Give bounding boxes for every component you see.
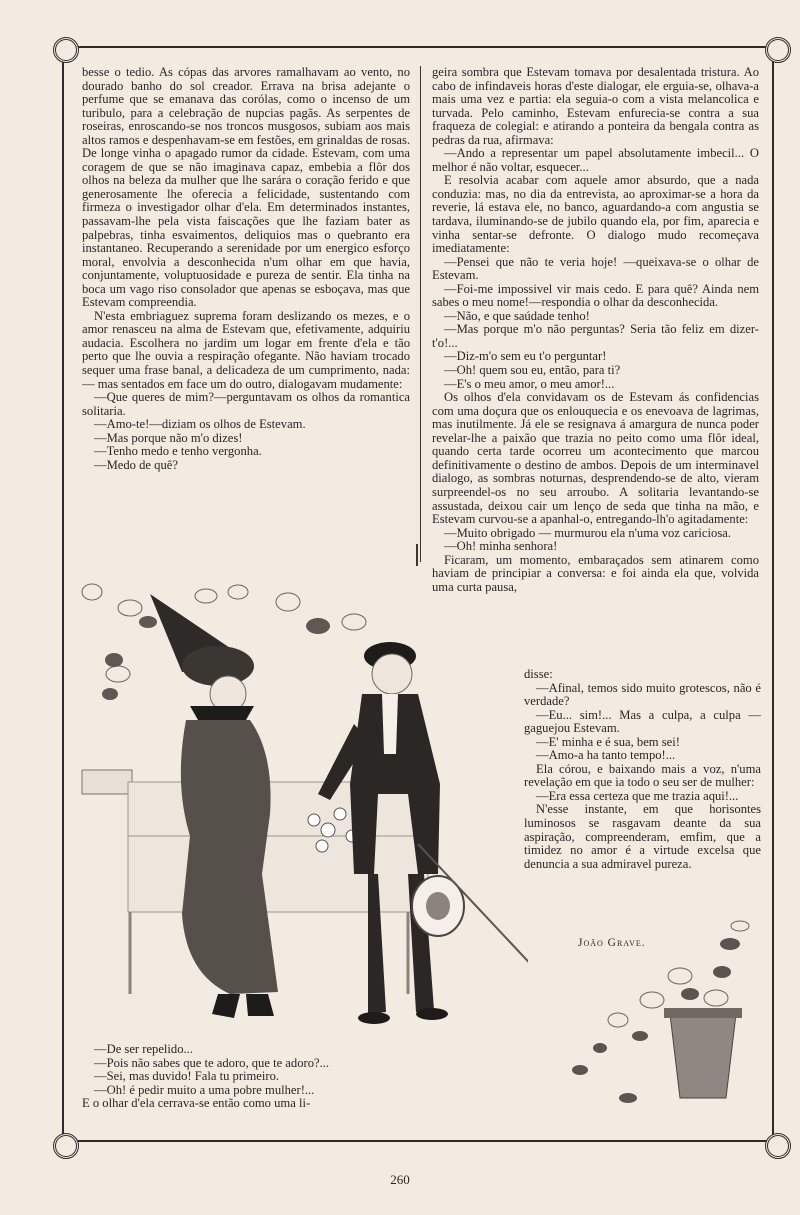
- corner-ornament-bottom-left: [53, 1133, 79, 1159]
- dialogue-line: —Oh! quem sou eu, então, para ti?: [444, 363, 621, 378]
- dialogue-line: —Não, e que saúdade tenho!: [444, 308, 590, 323]
- dialogue-line: —Tenho medo e tenho vergonha.: [94, 444, 262, 459]
- column-divider-double: [416, 544, 418, 566]
- paragraph: Ela córou, e baixando mais a voz, n'uma revelação em que ia todo o seu ser de mulher:: [524, 761, 761, 790]
- dialogue-line: —Amo-te!—diziam os olhos de Estevam.: [94, 417, 306, 432]
- paragraph: disse:: [524, 667, 553, 681]
- dialogue-line: —Pois não sabes que te adoro, que te adoro?...: [94, 1055, 330, 1070]
- paragraph: E o olhar d'ela cerrava-se então como uma li-: [82, 1096, 311, 1111]
- couple-on-bench-illustration: [78, 574, 528, 1044]
- dialogue-line: —Foi-me impossivel vir mais cedo. E para quê? Ainda nem sabes o meu nome!—respondia o olhar da desconhecida.: [432, 281, 759, 310]
- dialogue-line: —Mas porque não m'o dizes!: [94, 430, 243, 445]
- dialogue-line: —Pensei que não te veria hoje! —queixava-se o olhar de Estevam.: [432, 254, 759, 283]
- dialogue-line: —De ser repelido...: [94, 1042, 193, 1056]
- flowerpot-illustration: [540, 920, 770, 1110]
- author-signature: João Grave.: [578, 937, 646, 949]
- left-column: [82, 66, 410, 472]
- dialogue-line: —Diz-m'o sem eu t'o perguntar!: [444, 349, 607, 364]
- dialogue-line: —Amo-a ha tanto tempo!...: [536, 748, 676, 763]
- page-number: 260: [390, 1172, 410, 1187]
- dialogue-line: —Medo de quê?: [94, 457, 178, 472]
- paragraph: E resolvia acabar com aquele amor absurdo, que a nada conduzia: mas, no dia da entrevista, ao aproximar-se a hora da reverie, lá estava ele, no banco, aguardando-a com angustia se tardava, iluminando-se de jubilo quando ela, por fim, aparecia e vinha sentar-se defronte. O dialogo mudo recomeçava imediatamente:: [432, 173, 759, 256]
- dialogue-line: —E' minha e é sua, bem sei!: [536, 734, 680, 749]
- corner-ornament-top-right: [765, 37, 791, 63]
- dialogue-line: —Que queres de mim?—perguntavam os olhos da romantica solitaria.: [82, 390, 410, 418]
- paragraph: N'esse instante, em que horisontes luminosos se rasgavam deante da sua aspiração, compreenderam, emfim, que a timidez no amor é a virtude excelsa que denuncia a sua admiravel pureza.: [524, 802, 761, 871]
- dialogue-line: —Mas porque m'o não perguntas? Seria tão feliz em dizer-t'o!...: [432, 322, 759, 350]
- dialogue-line: —E's o meu amor, o meu amor!...: [444, 376, 615, 391]
- paragraph: Os olhos d'ela convidavam os de Estevam ás confidencias com uma doçura que os enlouquecia e os enevoava de lagrimas, mas inutilmente. Já ele se resignava á amargura de nunca poder revelar-lhe a paixão que trazia no peito como uma flôr ideal, quando certa tarde ocorreu um acontecimento que marcou definitivamente o destino de ambos. Depois de um interminavel dialogo, as sombras noturnas, desprendendo-se de alto, vieram surpreendel-os no seu arroubo. A solitaria levantando-se assustada, deixou cair um lenço de seda que tinha na mão, e Estevam curvou-se a apanhal-o, entregando-lh'o agitadamente:: [432, 390, 759, 527]
- right-column: [432, 66, 759, 594]
- corner-ornament-top-left: [53, 37, 79, 63]
- paragraph: geira sombra que Estevam tomava por desalentada tristura. Ao cabo de infindaveis horas d'este dialogar, ele erguia-se, olhava-a mais uma vez e partia: ela seguia-o com a vista melancolica e turvada. Pelo caminho, Estevam enfurecia-se contra a sua fraqueza de colegial: e atirando a ponteira da bengala contra as pedras da rua, afirmava:: [432, 65, 759, 147]
- corner-ornament-bottom-right: [765, 1133, 791, 1159]
- dialogue-line: —Oh! é pedir muito a uma pobre mulher!...: [94, 1082, 315, 1097]
- dialogue-line: —Muito obrigado — murmurou ela n'uma voz cariciosa.: [444, 525, 731, 540]
- dialogue-line: —Sei, mas duvido! Fala tu primeiro.: [94, 1069, 280, 1084]
- dialogue-line: —Ando a representar um papel absolutamente imbecil... O melhor é não voltar, esquecer...: [432, 146, 759, 174]
- paragraph: N'esta embriaguez suprema foram deslizando os mezes, e o amor renasceu na alma de Estevam que, efetivamente, adquiriu audacia. Escolhera no jardim um logar em frente d'ela e tão perto que lhe ouvia a respiração ofegante. Não haviam trocado sequer uma frase banal, a delicadeza de um cumprimento, nada: — mas sentados em face um do outro, dialogavam mudamente:: [82, 308, 410, 391]
- paragraph: besse o tedio. As cópas das arvores ramalhavam ao vento, no dourado banho do sol creador. Errava na brisa adejante o perfume que se emanava das corólas, como o incenso de um turibulo, para a celebração de nupcias pagãs. As serpentes de roseiras, enroscando-se nos troncos musgosos, subiam aos mais altos ramos e despenhavam-se em festões, em grinaldas de rosas. De longe vinha o apagado rumor da cidade. Estevam, com uma coragem de que se não imaginava capaz, embebia a flôr dos olhos na beleza da mulher que lhe sarára o coração ferido e que generosamente lhe oferecia a felicidade, sustentando com firmeza o investigador olhar d'ela. Em determinados instantes, passavam-lhe pela vista faiscações que lhe faziam bater as palpebras, tinha esvaimentos, deliquios mas o quebranto era instantaneo. Recuperando a serenidade por um energico esforço moral, envolvia a desconhecida n'um olhar em que havia, conjuntamente, voluptuosidade e pureza de sentir. Ela tinha na boca um vago riso consolador que apenas se esboçava, mas que Estevam compreendia.: [82, 65, 410, 310]
- column-divider: [420, 66, 421, 562]
- dialogue-line: —Oh! minha senhora!: [444, 539, 558, 554]
- dialogue-line: —Afinal, temos sido muito grotescos, não é verdade?: [524, 680, 761, 709]
- bottom-left-column: [82, 1043, 410, 1111]
- dialogue-line: —Era essa certeza que me trazia aqui!...: [536, 788, 739, 803]
- dialogue-line: —Eu... sim!... Mas a culpa, a culpa — gaguejou Estevam.: [524, 707, 761, 736]
- right-narrow-column: [524, 668, 761, 871]
- paragraph: Ficaram, um momento, embaraçados sem atinarem como haviam de principiar a conversa: e foi ainda ela que, volvida uma curta pausa,: [432, 552, 759, 594]
